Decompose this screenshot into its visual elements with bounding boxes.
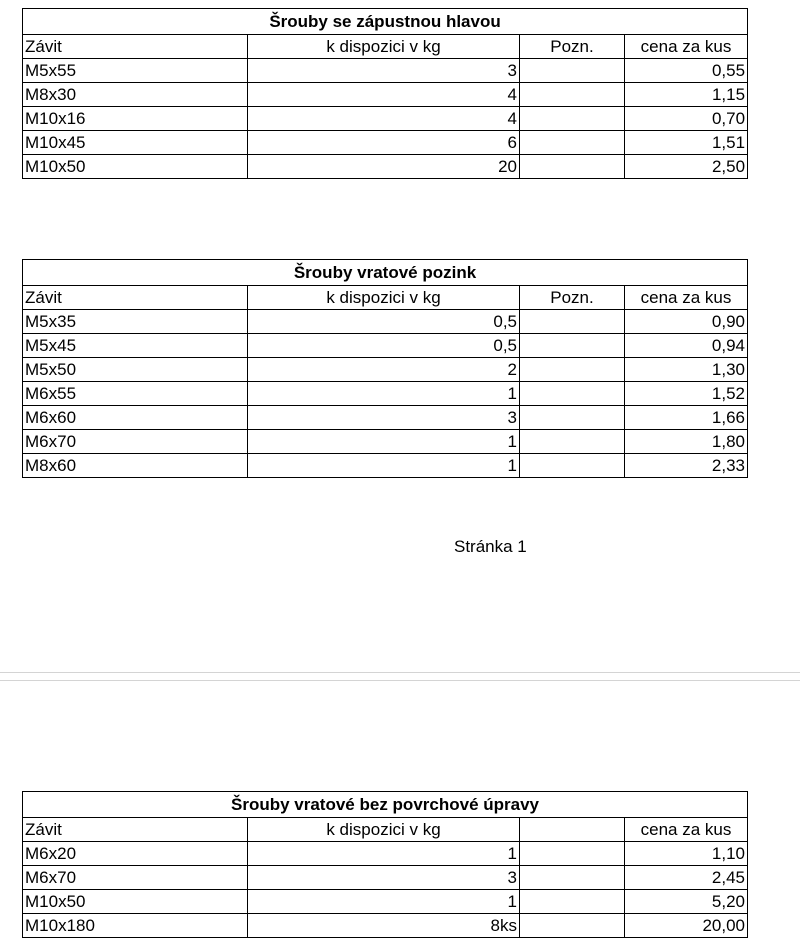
cell-cena: 2,45: [625, 866, 748, 890]
cell-k-dispozici: 20: [248, 155, 520, 179]
cell-zavit: M6x20: [23, 842, 248, 866]
cell-zavit: M10x16: [23, 107, 248, 131]
column-header-zavit: Závit: [23, 35, 248, 59]
table-row: [23, 866, 748, 890]
cell-k-dispozici: 3: [248, 866, 520, 890]
column-header-zavit: Závit: [23, 286, 248, 310]
cell-pozn: [520, 131, 625, 155]
cell-cena: 0,55: [625, 59, 748, 83]
table-srouby-vratove-bez-upravy: [22, 791, 748, 938]
cell-k-dispozici: 0,5: [248, 334, 520, 358]
cell-k-dispozici: 8ks: [248, 914, 520, 938]
cell-k-dispozici: 1: [248, 842, 520, 866]
cell-pozn: [520, 430, 625, 454]
table-row: [23, 83, 748, 107]
column-header-pozn: Pozn.: [520, 286, 625, 310]
cell-zavit: M6x70: [23, 866, 248, 890]
cell-zavit: M5x35: [23, 310, 248, 334]
cell-pozn: [520, 890, 625, 914]
cell-pozn: [520, 59, 625, 83]
cell-zavit: M10x50: [23, 155, 248, 179]
cell-cena: 1,66: [625, 406, 748, 430]
cell-cena: 0,90: [625, 310, 748, 334]
column-header-cena: cena za kus: [625, 35, 748, 59]
table-row: [23, 59, 748, 83]
column-header-k-dispozici: k dispozici v kg: [248, 286, 520, 310]
table-row: [23, 382, 748, 406]
table-title: Šrouby vratové bez povrchové úpravy: [23, 792, 748, 818]
cell-cena: 1,15: [625, 83, 748, 107]
table-row: [23, 890, 748, 914]
cell-cena: 1,80: [625, 430, 748, 454]
column-header-empty: [520, 818, 625, 842]
table-row: [23, 842, 748, 866]
cell-cena: 2,33: [625, 454, 748, 478]
cell-pozn: [520, 107, 625, 131]
column-header-cena: cena za kus: [625, 286, 748, 310]
cell-cena: 2,50: [625, 155, 748, 179]
column-header-k-dispozici: k dispozici v kg: [248, 818, 520, 842]
cell-zavit: M6x60: [23, 406, 248, 430]
cell-pozn: [520, 83, 625, 107]
cell-pozn: [520, 358, 625, 382]
cell-pozn: [520, 866, 625, 890]
cell-cena: 20,00: [625, 914, 748, 938]
cell-cena: 1,52: [625, 382, 748, 406]
table-row: [23, 454, 748, 478]
cell-k-dispozici: 1: [248, 430, 520, 454]
column-header-k-dispozici: k dispozici v kg: [248, 35, 520, 59]
cell-k-dispozici: 1: [248, 454, 520, 478]
cell-zavit: M8x60: [23, 454, 248, 478]
table-title: Šrouby vratové pozink: [23, 260, 748, 286]
cell-cena: 0,94: [625, 334, 748, 358]
cell-k-dispozici: 6: [248, 131, 520, 155]
cell-zavit: M5x50: [23, 358, 248, 382]
table-row: [23, 406, 748, 430]
cell-pozn: [520, 406, 625, 430]
table-title: Šrouby se zápustnou hlavou: [23, 9, 748, 35]
table-srouby-vratove-pozink: [22, 259, 748, 478]
cell-cena: 1,30: [625, 358, 748, 382]
cell-zavit: M10x50: [23, 890, 248, 914]
cell-pozn: [520, 842, 625, 866]
table-row: [23, 107, 748, 131]
cell-pozn: [520, 310, 625, 334]
table-row: [23, 430, 748, 454]
table-row: [23, 310, 748, 334]
column-header-cena: cena za kus: [625, 818, 748, 842]
table-row: [23, 131, 748, 155]
cell-k-dispozici: 2: [248, 358, 520, 382]
cell-zavit: M5x45: [23, 334, 248, 358]
table-row: [23, 914, 748, 938]
document-page-2: [0, 681, 800, 952]
cell-pozn: [520, 914, 625, 938]
cell-k-dispozici: 4: [248, 107, 520, 131]
column-header-pozn: Pozn.: [520, 35, 625, 59]
cell-cena: 0,70: [625, 107, 748, 131]
cell-pozn: [520, 454, 625, 478]
cell-k-dispozici: 3: [248, 406, 520, 430]
cell-zavit: M6x55: [23, 382, 248, 406]
table-header-row: [23, 818, 748, 842]
table-header-row: [23, 286, 748, 310]
table-row: [23, 155, 748, 179]
cell-zavit: M10x180: [23, 914, 248, 938]
cell-zavit: M8x30: [23, 83, 248, 107]
page-number: Stránka 1: [454, 537, 527, 556]
cell-k-dispozici: 1: [248, 382, 520, 406]
table-srouby-zapustna-hlava: [22, 8, 748, 179]
table-header-row: [23, 35, 748, 59]
cell-k-dispozici: 3: [248, 59, 520, 83]
cell-pozn: [520, 155, 625, 179]
column-header-zavit: Závit: [23, 818, 248, 842]
cell-pozn: [520, 382, 625, 406]
cell-zavit: M10x45: [23, 131, 248, 155]
cell-cena: 5,20: [625, 890, 748, 914]
cell-k-dispozici: 1: [248, 890, 520, 914]
cell-zavit: M5x55: [23, 59, 248, 83]
table-row: [23, 334, 748, 358]
cell-k-dispozici: 4: [248, 83, 520, 107]
cell-cena: 1,51: [625, 131, 748, 155]
table-row: [23, 358, 748, 382]
cell-k-dispozici: 0,5: [248, 310, 520, 334]
cell-pozn: [520, 334, 625, 358]
cell-cena: 1,10: [625, 842, 748, 866]
cell-zavit: M6x70: [23, 430, 248, 454]
page-break: [0, 672, 800, 681]
